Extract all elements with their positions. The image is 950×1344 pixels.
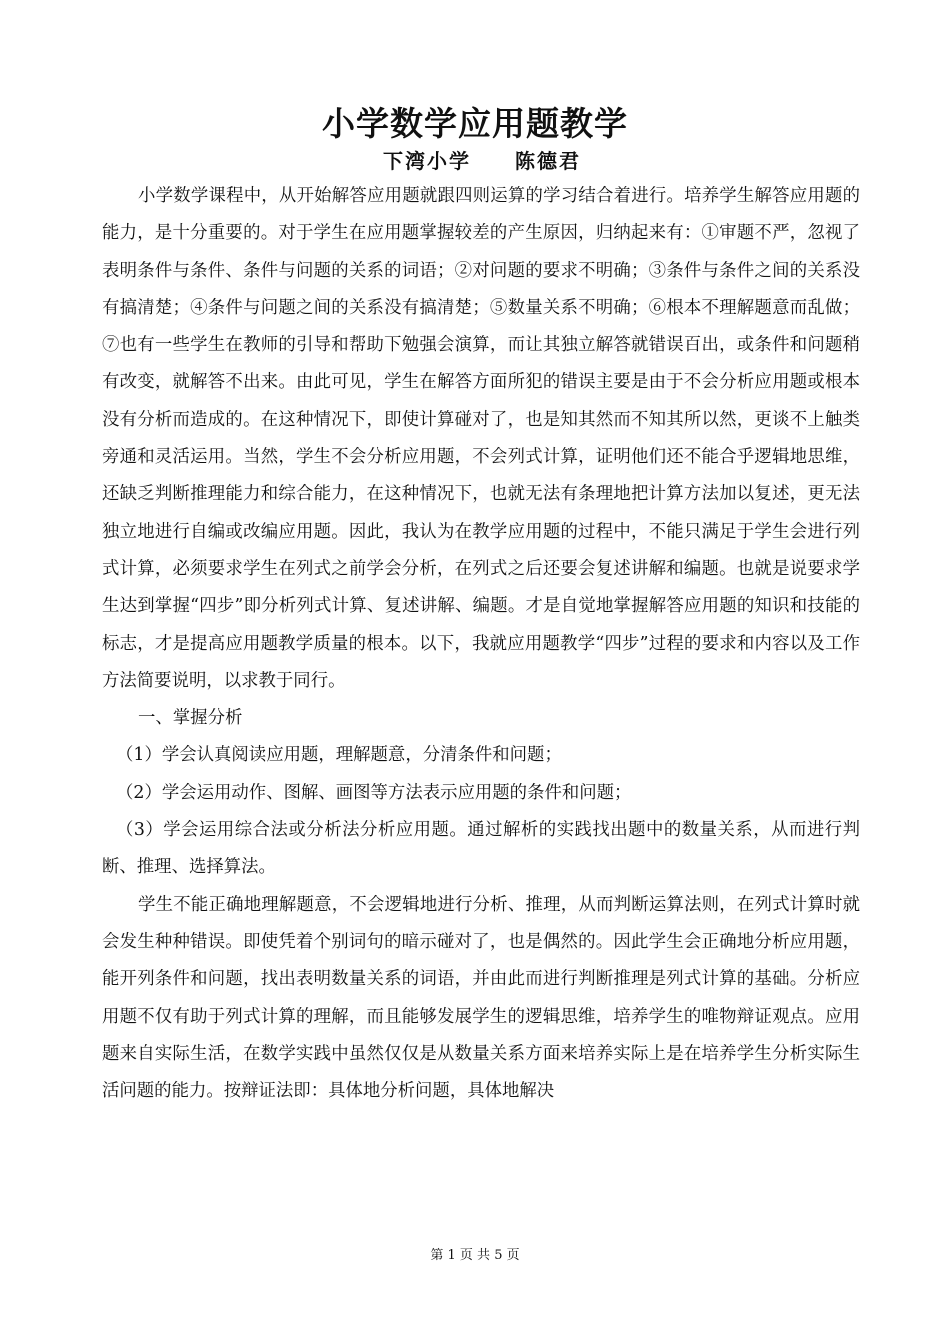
list-item: （1）学会认真阅读应用题，理解题意，分清条件和问题； — [116, 745, 562, 766]
section-heading: 一、掌握分析 — [138, 708, 243, 729]
paragraph-intro: 小学数学课程中，从开始解答应用题就跟四则运算的学习结合着进行。培养学生解答应用题的能力，是十分重要的。对于学生在应用题掌握较差的产生原因，归纳起来有：①审题不严，忽视了表明条件与条件、条件与问题的关系的词语；②对问题的要求不明确；③条件与条件之间的关系没有搞清楚；④条件与问题之间的关系没有搞清楚；⑤数量关系不明确；⑥根本不理解题意而乱做；⑦也有一些学生在教师的引导和帮助下勉强会演算，而让其独立解答就错误百出，或条件和问题稍有改变，就解答不出来。由此可见，学生在解答方面所犯的错误主要是由于不会分析应用题或根本没有分析而造成的。在这种情况下，即使计算碰对了，也是知其然而不知其所以然，更谈不上触类旁通和灵活运用。当然，学生不会分析应用题，不会列式计算，证明他们还不能合乎逻辑地思维，还缺乏判断推理能力和综合能力，在这种情况下，也就无法有条理地把计算方法加以复述，更无法独立地进行自编或改编应用题。因此，我认为在教学应用题的过程中，不能只满足于学生会进行列式计算，必须要求学生在列式之前学会分析，在列式之后还要会复述讲解和编题。也就是说要求学生达到掌握“四步”即分析列式计算、复述讲解、编题。才是自觉地掌握解答应用题的知识和技能的标志，才是提高应用题教学质量的根本。以下，我就应用题教学“四步”过程的要求和内容以及工作方法简要说明，以求教于同行。 — [102, 186, 860, 691]
list-item: （2）学会运用动作、图解、画图等方法表示应用题的条件和问题； — [116, 782, 632, 803]
document-title: 小学数学应用题教学 — [322, 104, 628, 143]
document-body — [102, 178, 860, 1110]
author-byline: 下湾小学 陈德君 — [383, 149, 581, 173]
list-item: （3）学会运用综合法或分析法分析应用题。通过解析的实践找出题中的数量关系，从而进行判断、推理、选择算法。 — [102, 820, 860, 878]
page-footer: 第 1 页 共 5 页 — [430, 1248, 520, 1263]
paragraph-body: 学生不能正确地理解题意，不会逻辑地进行分析、推理，从而判断运算法则，在列式计算时就会发生种种错误。即使凭着个别词句的暗示碰对了，也是偶然的。因此学生会正确地分析应用题，能开列条件和问题，找出表明数量关系的词语，并由此而进行判断推理是列式计算的基础。分析应用题不仅有助于列式计算的理解，而且能够发展学生的逻辑思维，培养学生的唯物辩证观点。应用题来自实际生活，在数学实践中虽然仅仅是从数量关系方面来培养实际上是在培养学生分析实际生活问题的能力。按辩证法即：具体地分析问题，具体地解决 — [102, 894, 860, 1102]
